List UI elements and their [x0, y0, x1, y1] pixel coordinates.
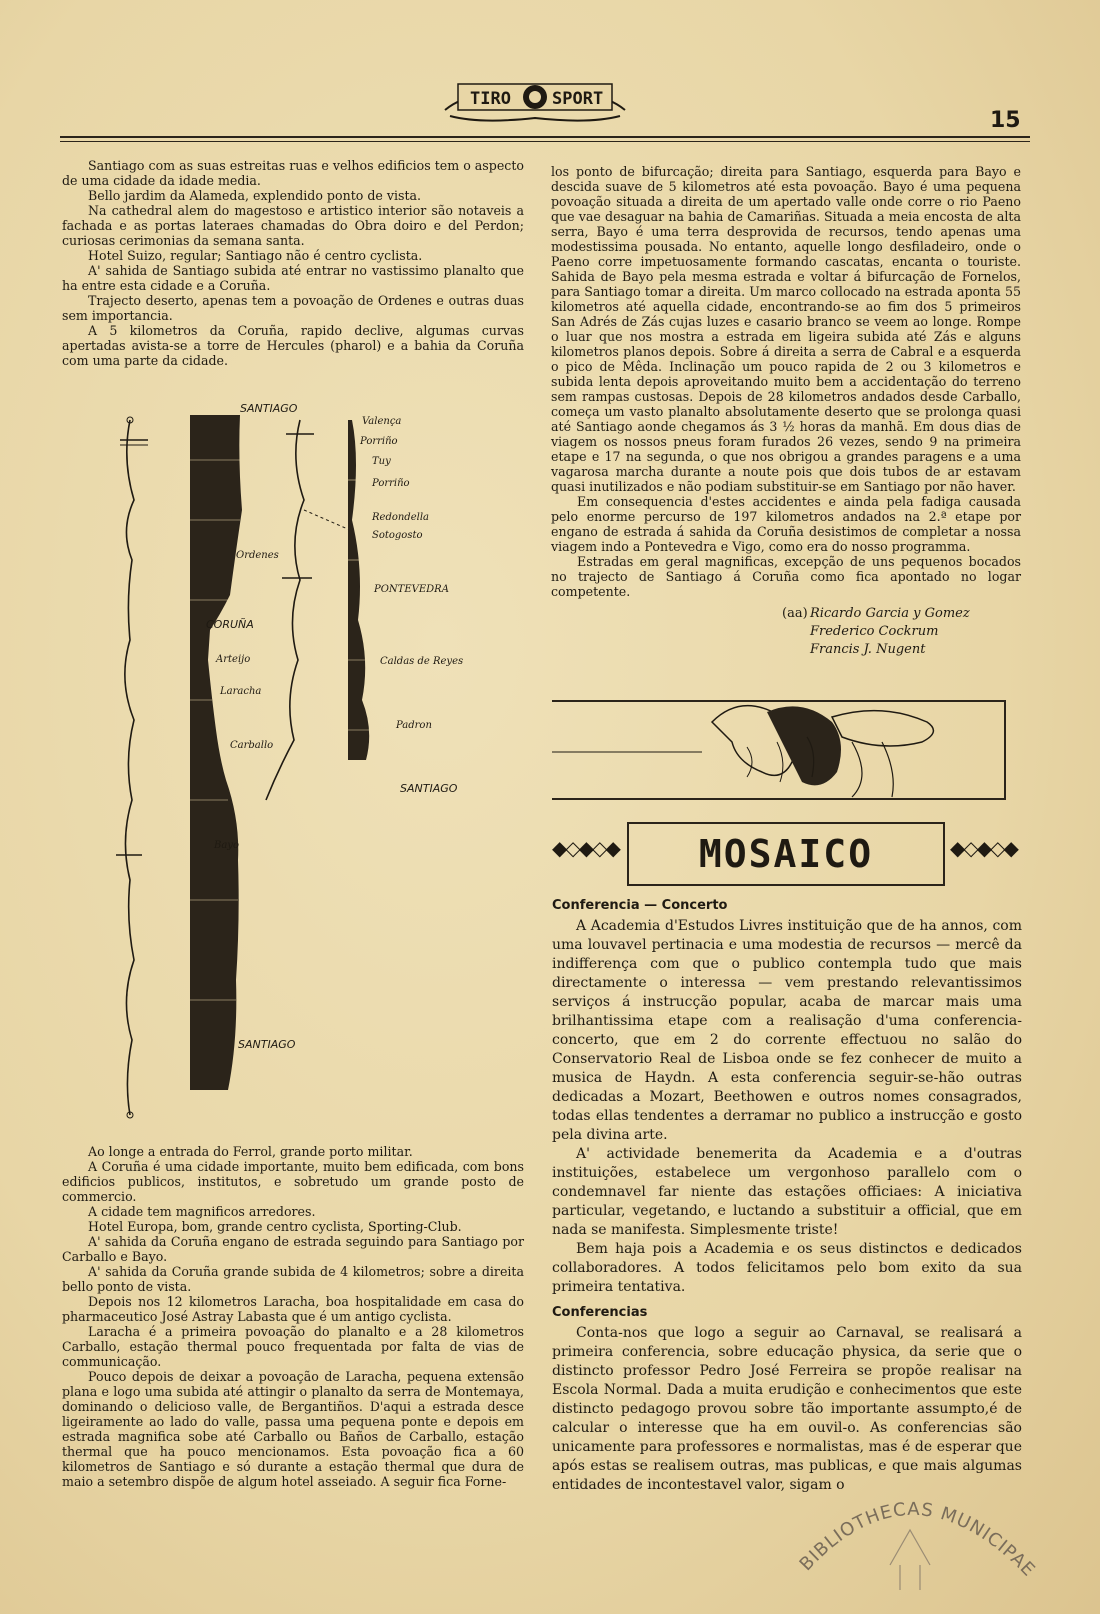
signature-prefix: (aa)	[782, 606, 808, 621]
header-rule	[60, 136, 1030, 138]
elevation-profile-right	[348, 420, 369, 760]
section-heading: Conferencia — Concerto	[552, 898, 728, 913]
left-column-top	[62, 158, 524, 368]
route-label: Tuy	[372, 456, 391, 467]
route-label: Valença	[362, 416, 402, 427]
paragraph: Bem haja pois a Academia e os seus distinctos e dedicados collaboradores. A todos felicitamos pelo bom exito da sua primeira tentativa.	[552, 1241, 1022, 1295]
route-label: Carballo	[230, 740, 274, 751]
library-stamp	[780, 1470, 1040, 1600]
route-label: Bayo	[214, 840, 239, 851]
paragraph: Pouco depois de deixar a povoação de Laracha, pequena extensão plana e logo uma subida até attingir o planalto da serra de Montemaya, dominando o delicioso valle, de Bergantiños. D'aqui a estrada desce ligeiramente ao lado do valle, passa uma pequena ponte e depois em estrada magnifica sobe até Carballo ou Baños de Carballo, estação thermal que ha pouco mencionamos. Esta povoação fica a 60 kilometros de Santiago e só durante a estação thermal que dura de maio a setembro dispõe de algum hotel asseiado. A seguir fica Forne-	[62, 1369, 524, 1489]
mosaico-section	[552, 896, 1022, 1495]
paragraph: A' sahida de Santiago subida até entrar no vastissimo planalto que ha entre esta cidade e a Coruña.	[62, 263, 524, 293]
route-label: Padron	[396, 720, 432, 731]
route-label: Caldas de Reyes	[380, 656, 464, 667]
signature-name: Frederico Cockrum	[810, 624, 939, 639]
route-label: SANTIAGO	[238, 1038, 296, 1051]
route-label: Sotogosto	[372, 530, 423, 541]
section-title: MOSAICO	[698, 832, 874, 876]
route-label: SANTIAGO	[400, 782, 458, 795]
paragraph: Bello jardim da Alameda, explendido ponto de vista.	[88, 188, 422, 203]
elevation-profile-left	[190, 415, 242, 1090]
paragraph: Laracha é a primeira povoação do planalto e a 28 kilometros Carballo, estação thermal pouco frequentada por falta de vias de communicação.	[62, 1324, 524, 1369]
route-label: SANTIAGO	[240, 402, 298, 415]
paragraph: A Academia d'Estudos Livres instituição que de ha annos, com uma louvavel pertinacia e uma modestia de recursos — mercê da indifferença com que o publico contempla tudo que mais directamente o interessa — vem prestando relevantissimos serviços á instrucção popular, acaba de marcar mais uma brilhantissima etape com a realisação d'uma conferencia-concerto, que em 2 do corrente effectuou no salão do Conservatorio Real de Lisboa onde se fez conhecer de muito a musica de Haydn. A esta conferencia seguir-se-hão outras dedicadas a Mozart, Beethowen e outros nomes consagrados, todas ellas tendentes a derramar no publico a instrucção e gosto pela divina arte.	[552, 918, 1022, 1143]
paragraph: Depois nos 12 kilometros Laracha, boa hospitalidade em casa do pharmaceutico José Astray Labasta que é um antigo cyclista.	[62, 1294, 524, 1324]
paragraph: los ponto de bifurcação; direita para Santiago, esquerda para Bayo e descida suave de 5 kilometros até esta povoação. Bayo é uma pequena povoação situada a direita de um apertado valle onde corre o rio Paeno que vae desaguar na bahia de Camariñas. Situada a meia encosta de alta serra, Bayo é uma terra desprovida de recursos, tendo apenas uma modestissima pousada. No entanto, aquelle longo desfiladeiro, onde o Paeno corre impetuosamente formando cascatas, encanta o touriste. Sahida de Bayo pela mesma estrada e voltar á bifurcação de Fornelos, para Santiago tomar a direita. Um marco collocado na estrada aponta 55 kilometros até aquella cidade, encontrando-se ao fim dos 5 primeiros San Adrés de Zás cujas luzes e casario branco se veem ao longe. Rompe o luar que nos mostra a estrada em ligeira subida até Zás e alguns kilometros planos depois. Sobre á direita a serra de Cabral e a esquerda o pico de Mêda. Inclinação um pouco rapida de 2 ou 3 kilometros e subida lenta depois aproveitando muito bem a accidentação do terreno sem rampas custosas. Depois de 28 kilometros andados desde Carballo, começa um vasto planalto absolutamente deserto que se prolonga quasi até Santiago aonde chegamos ás 3 ½ horas da manhã. Em dous dias de viagem os nossos pneus foram furados 26 vezes, sendo 9 na primeira etape e 17 na segunda, o que nos obrigou a grandes paragens e a uma vagarosa marcha durante a noute pois que dois tubos de ar estavam quasi inutilizados e não podiam substituir-se em Santiago por não haver.	[551, 164, 1021, 494]
signature-name: Ricardo Garcia y Gomez	[810, 606, 970, 621]
paragraph: Ao longe a entrada do Ferrol, grande porto militar.	[88, 1144, 413, 1159]
paragraph: A' actividade benemerita da Academia e a d'outras instituições, estabelece um vergonhoso parallelo com o condemnavel far niente das estações officiaes: A iniciativa particular, vegetando, e luctando a substituir a official, que em nada se manifesta. Simplesmente triste!	[552, 1146, 1022, 1238]
paragraph: A cidade tem magnificos arredores.	[88, 1204, 316, 1219]
paragraph: Estradas em geral magnificas, excepção de uns pequenos bocados no trajecto de Santiago á Coruña como fica apontado no logar competente.	[551, 554, 1021, 599]
route-label: Porriño	[372, 478, 410, 489]
masthead-text-right: SPORT	[552, 89, 604, 109]
route-label: Redondella	[372, 512, 429, 523]
route-label: Arteijo	[216, 654, 251, 665]
ornament-icon: ◆◇◆◇◆	[552, 836, 619, 860]
stamp-text: BIBLIOTHECAS MUNICIPAE	[795, 1498, 1040, 1582]
paragraph: A Coruña é uma cidade importante, muito bem edificada, com bons edificios publicos, institutos, e sobretudo um grande posto de commercio.	[62, 1159, 524, 1204]
right-column-top	[551, 164, 1021, 599]
mosaico-banner	[552, 822, 1020, 888]
signature-name: Francis J. Nugent	[810, 642, 926, 657]
route-label: Porriño	[360, 436, 398, 447]
masthead-text-left: TIRO	[470, 89, 511, 109]
route-label: Ordenes	[236, 550, 279, 561]
ornament-icon: ◆◇◆◇◆	[950, 836, 1017, 860]
road-line-coruna	[125, 420, 134, 1115]
left-column-bottom	[62, 1144, 524, 1489]
paragraph: Trajecto deserto, apenas tem a povoação de Ordenes e outras duas sem importancia.	[62, 293, 524, 323]
route-label: CORUÑA	[206, 618, 254, 631]
header-rule-thin	[60, 141, 1030, 142]
paragraph: Hotel Europa, bom, grande centro cyclista, Sporting-Club.	[88, 1219, 462, 1234]
paragraph: Conta-nos que logo a seguir ao Carnaval, se realisará a primeira conferencia, sobre educação physica, da serie que o distincto professor Pedro José Ferreira se propõe realisar na Escola Normal. Dada a muita erudição e conhecimentos que este distincto pedagogo provou sobre tão importante assumpto,é de calcular o interesse que ha em ouvil-o. As conferencias são unicamente para professores e normalistas, mas é de esperar que após estas se realisem outras, mas publicas, e que mais algumas entidades de incontestavel valor, sigam o	[552, 1325, 1022, 1493]
route-profile-diagrams	[90, 400, 520, 1130]
paragraph: Em consequencia d'estes accidentes e ainda pela fadiga causada pelo enorme percurso de 197 kilometros andados na 2.ª etape por engano de estrada á sahida da Coruña desistimos de completar a nossa viagem indo a Pontevedra e Vigo, como era do nosso programma.	[551, 494, 1021, 554]
paragraph: A' sahida da Coruña grande subida de 4 kilometros; sobre a direita bello ponto de vista.	[62, 1264, 524, 1294]
paragraph: A' sahida da Coruña engano de estrada seguindo para Santiago por Carballo e Bayo.	[62, 1234, 524, 1264]
route-label: PONTEVEDRA	[374, 584, 449, 595]
page-number: 15	[990, 108, 1021, 133]
section-heading: Conferencias	[552, 1305, 648, 1320]
signatures	[782, 605, 970, 659]
paragraph: Na cathedral alem do magestoso e artistico interior são notaveis a fachada e as portas lateraes chamadas do Obra doiro e del Perdon; curiosas cerimonias da semana santa.	[62, 203, 524, 248]
paragraph: A 5 kilometros da Coruña, rapido declive, algumas curvas apertadas avista-se a torre de Hercules (pharol) e a bahia da Coruña com uma parte da cidade.	[62, 323, 524, 368]
masthead-logo	[440, 70, 630, 128]
paragraph: Hotel Suizo, regular; Santiago não é centro cyclista.	[88, 248, 423, 263]
paragraph: Santiago com as suas estreitas ruas e velhos edificios tem o aspecto de uma cidade da idade media.	[62, 158, 524, 188]
route-label: Laracha	[220, 686, 262, 697]
three-women-illustration	[552, 700, 1006, 800]
